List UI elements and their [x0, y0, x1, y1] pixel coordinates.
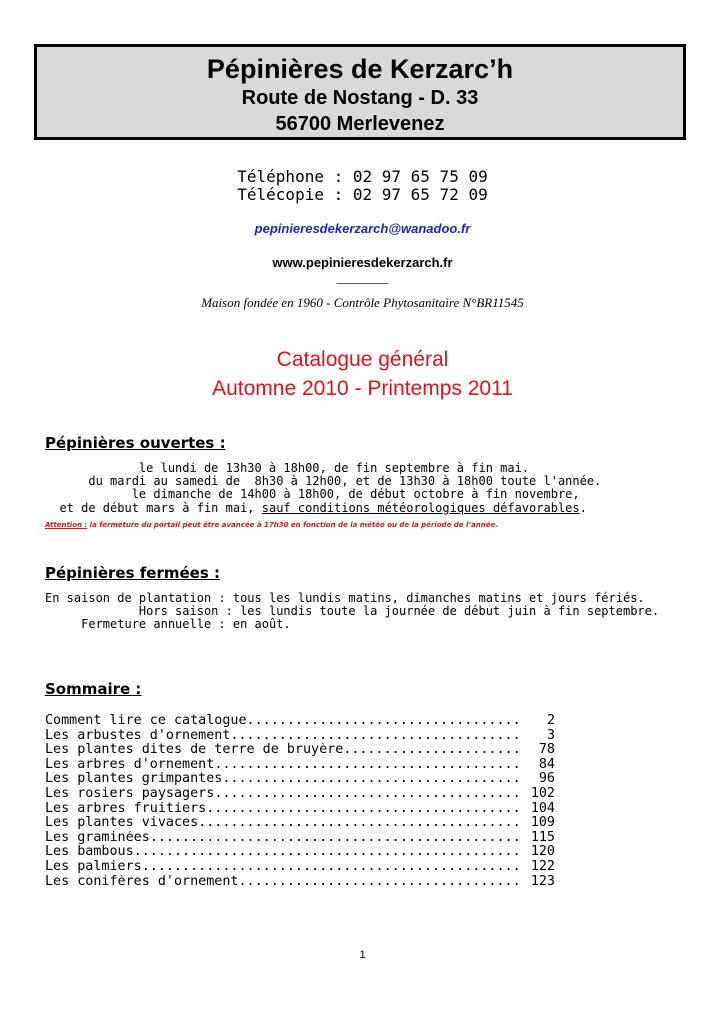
- attention-note: Attention : la fermeture du portail peut être avancée à 17h30 en fonction de la météo ou de la période de l’année.: [45, 521, 498, 529]
- open-hours-weekdays: du mardi au samedi de 8h30 à 12h00, et de 13h30 à 18h00 toute l'année.: [45, 474, 602, 489]
- toc-item[interactable]: Les plantes vivaces ..... 109: [45, 816, 555, 831]
- toc-item[interactable]: Les plantes grimpantes ..... 96: [45, 772, 555, 787]
- table-of-contents: [45, 714, 555, 889]
- closed-heading: Pépinières fermées :: [45, 564, 220, 582]
- closed-hours: [45, 592, 659, 632]
- open-hours-spring: et de début mars à fin mai, sauf conditions météorologiques défavorables.: [45, 500, 587, 515]
- toc-item[interactable]: Comment lire ce catalogue ..... 2: [45, 714, 555, 729]
- toc-item[interactable]: Les arbres fruitiers ..... 104: [45, 802, 555, 817]
- toc-item[interactable]: Les palmiers ..... 122: [45, 860, 555, 875]
- telephone: Téléphone : 02 97 65 75 09: [237, 167, 488, 186]
- toc-item[interactable]: Les graminées ..... 115: [45, 831, 555, 846]
- address-street: Route de Nostang - D. 33: [241, 87, 479, 109]
- address-city: 56700 Merlevenez: [275, 113, 445, 135]
- toc-item[interactable]: Les bambous ..... 120: [45, 845, 555, 860]
- toc-item[interactable]: Les conifères d'ornement ..... 123: [45, 875, 555, 890]
- catalog-season: Automne 2010 - Printemps 2011: [212, 377, 513, 400]
- website-link[interactable]: www.pepinieresdekerzarch.fr: [272, 255, 453, 270]
- open-heading: Pépinières ouvertes :: [45, 434, 226, 452]
- page-number: 1: [359, 949, 366, 961]
- email-link[interactable]: pepinieresdekerzarch@wanadoo.fr: [254, 221, 471, 236]
- closed-off-season: Hors saison : les lundis toute la journée de début juin à fin septembre.: [45, 604, 660, 619]
- toc-item[interactable]: Les plantes dites de terre de bruyère ..... 78: [45, 743, 555, 758]
- header-box: [34, 44, 686, 140]
- open-hours-sunday: le dimanche de 14h00 à 18h00, de début octobre à fin novembre,: [45, 487, 580, 502]
- weather-condition: sauf conditions météorologiques défavorables: [261, 500, 580, 515]
- catalog-title: Catalogue général: [276, 348, 449, 371]
- separator-line: ________: [336, 270, 389, 285]
- open-hours-monday: le lundi de 13h30 à 18h00, de fin septembre à fin mai.: [45, 461, 530, 475]
- company-name: Pépinières de Kerzarc’h: [206, 54, 514, 84]
- telecopie: Télécopie : 02 97 65 72 09: [237, 185, 488, 204]
- summary-heading: Sommaire :: [45, 680, 142, 698]
- toc-item[interactable]: Les rosiers paysagers ..... 102: [45, 787, 555, 802]
- closed-planting-season: En saison de plantation : tous les lundis matins, dimanches matins et jours fériés.: [45, 591, 645, 605]
- founded-note: Maison fondée en 1960 - Contrôle Phytosanitaire N°BR11545: [201, 295, 524, 310]
- closed-annual: Fermeture annuelle : en août.: [45, 617, 291, 632]
- attention-label: Attention :: [45, 521, 88, 529]
- toc-item[interactable]: Les arbustes d'ornement ..... 3: [45, 729, 555, 744]
- toc-item[interactable]: Les arbres d'ornement ..... 84: [45, 758, 555, 773]
- open-hours: [45, 462, 601, 515]
